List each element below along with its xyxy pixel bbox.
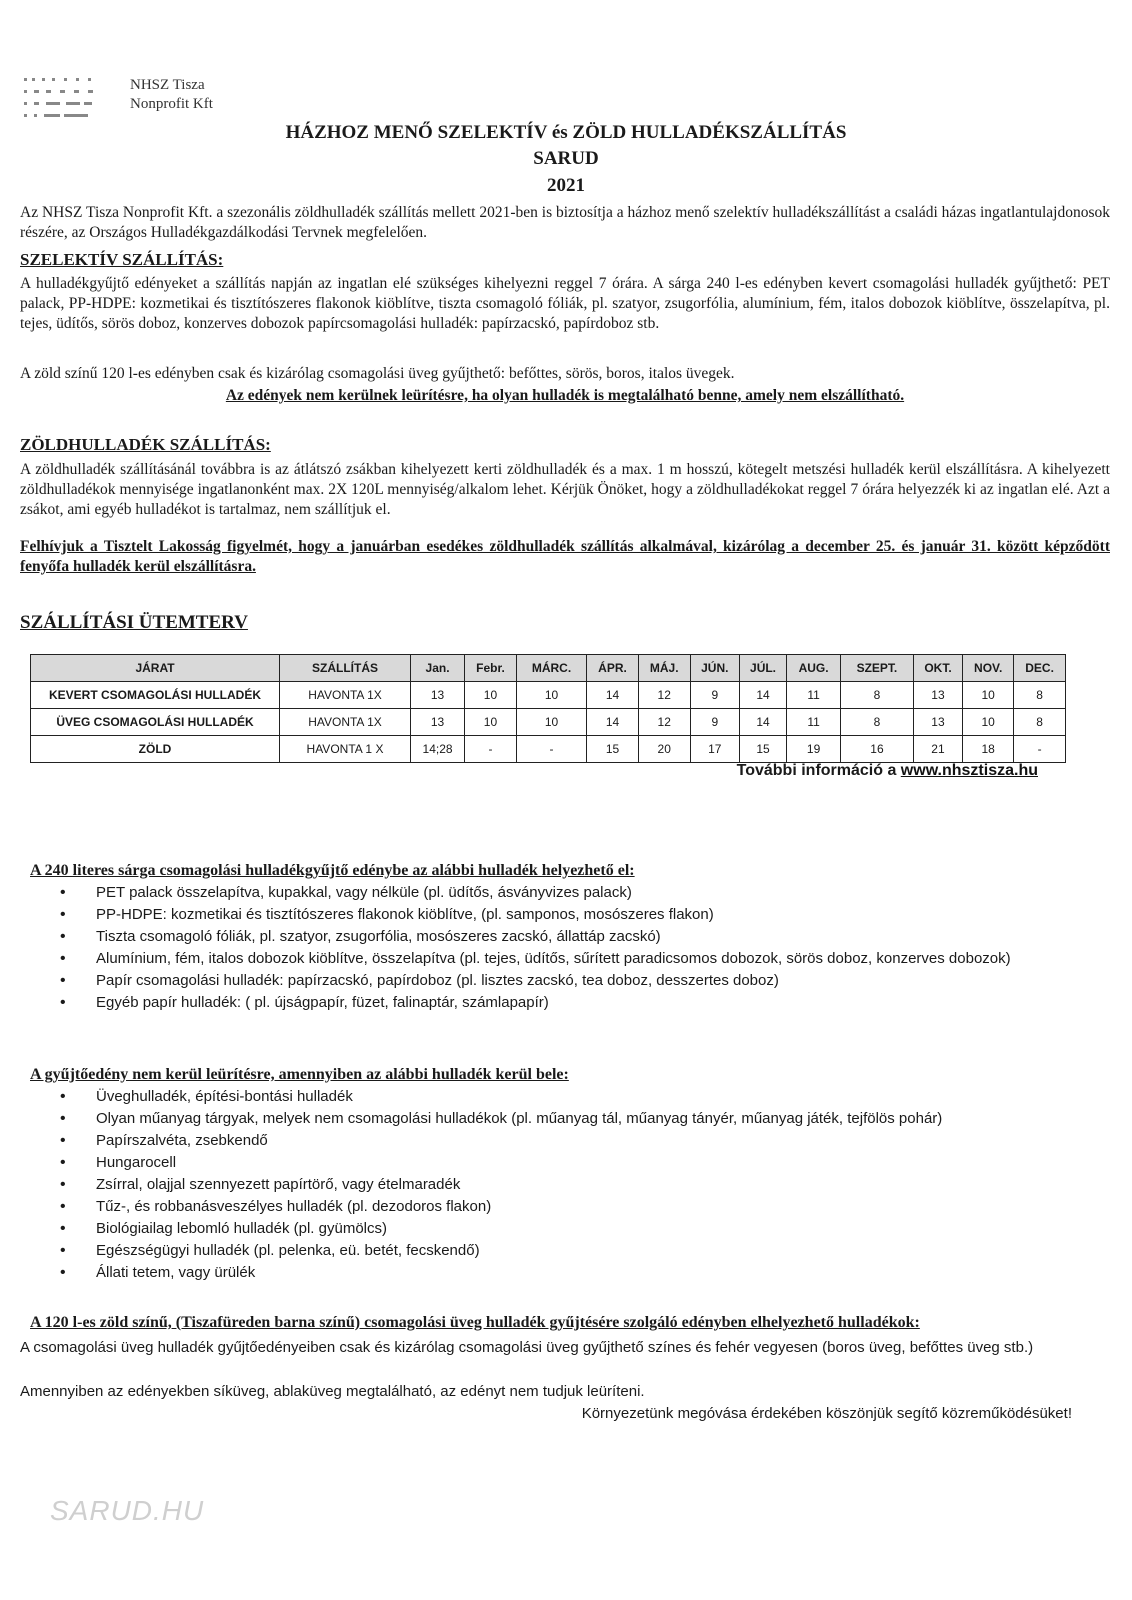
table-cell: -: [516, 736, 586, 763]
list-item: • Tiszta csomagoló fóliák, pl. szatyor, zsugorfólia, mosószeres zacskó, állattáp zacskó): [96, 926, 1090, 948]
document-title: HÁZHOZ MENŐ SZELEKTÍV és ZÖLD HULLADÉKSZÁLLÍTÁS: [285, 122, 847, 143]
organization-logo: [22, 76, 102, 124]
table-cell: ÜVEG CSOMAGOLÁSI HULLADÉK: [31, 709, 280, 736]
yellow-container-list: [30, 882, 1090, 1014]
table-cell: 8: [841, 709, 914, 736]
col-header-nov: NOV.: [963, 655, 1014, 682]
intro-paragraph: Az NHSZ Tisza Nonprofit Kft. a szezonális zöldhulladék szállítás mellett 2021-ben is biztosítja a házhoz menő szelektív hulladékszállítást a családi házas ingatlantulajdonosok részére, az Országos Hulladékgazdálkodási Tervnek megfelelően.: [20, 204, 1110, 241]
table-cell: 10: [516, 709, 586, 736]
table-cell: 18: [963, 736, 1014, 763]
list-item: • Egészségügyi hulladék (pl. pelenka, eü. betét, fecskendő): [96, 1240, 1090, 1262]
table-cell: HAVONTA 1X: [280, 709, 411, 736]
not-emptied-heading: A gyűjtőedény nem kerül leürítésre, amennyiben az alábbi hulladék kerül bele:: [30, 1066, 569, 1083]
thanks-note: Környezetünk megóvása érdekében köszönjük segítő közreműködésüket!: [581, 1405, 1072, 1422]
green-notice: Felhívjuk a Tisztelt Lakosság figyelmét, hogy a januárban esedékes zöldhulladék szállítás alkalmával, kizárólag a december 25. és január 31. között képződött fenyőfa hulladék kerül elszállításra.: [20, 538, 1110, 575]
selective-warning-wrap: [20, 386, 1110, 406]
table-cell: 13: [913, 709, 962, 736]
org-line-2: Nonprofit Kft: [130, 96, 213, 112]
table-cell: HAVONTA 1X: [280, 682, 411, 709]
table-row: [31, 682, 1066, 709]
list-item: • Biológiailag lebomló hulladék (pl. gyümölcs): [96, 1218, 1090, 1240]
table-cell: 17: [690, 736, 739, 763]
table-cell: 20: [638, 736, 690, 763]
glass-container-paragraph: A zöld színű 120 l-es edényben csak és kizárólag csomagolási üveg gyűjthető: befőttes, sörös, boros, italos üvegek.: [20, 365, 735, 382]
table-row: [31, 709, 1066, 736]
yellow-container-section: [30, 862, 1090, 1014]
table-row: [31, 736, 1066, 763]
schedule-table: [30, 654, 1066, 763]
table-cell: 10: [963, 682, 1014, 709]
more-info-prefix: További információ a: [736, 762, 901, 779]
list-item: • Olyan műanyag tárgyak, melyek nem csomagolási hulladékok (pl. műanyag tál, műanyag tányér, műanyag játék, tejfölös pohár): [96, 1108, 1090, 1130]
list-item: • Alumínium, fém, italos dobozok kiöblítve, összelapítva (pl. tejes, üdítős, sűrített paradicsomos dobozok, sörös doboz, konzerves dobozok): [96, 948, 1090, 970]
organization-name: [130, 76, 213, 114]
col-header-jul: JÚL.: [739, 655, 786, 682]
schedule-header-row: [31, 655, 1066, 682]
table-cell: 9: [690, 709, 739, 736]
green-paragraph: A zöldhulladék szállításánál továbbra is az átlátszó zsákban kihelyezett kerti zöldhulladék és a max. 1 m hosszú, kötegelt metszési hulladék kerül elszállításra. A kihelyezett zöldhulladékok mennyisége ingatlanonként max. 2X 120L mennyiség/alkalom lehet. Kérjük Önöket, hogy a zöldhulladékokat reggel 7 órára helyezzék ki az ingatlan elé. Azt a zsákot, ami egyéb hulladékot is tartalmaz, nem szállítjuk el.: [20, 461, 1110, 518]
yellow-container-heading: A 240 literes sárga csomagolási hulladékgyűjtő edénybe az alábbi hulladék helyezhető el:: [30, 862, 635, 879]
table-cell: 10: [465, 709, 517, 736]
col-header-feb: Febr.: [465, 655, 517, 682]
table-cell: 12: [638, 682, 690, 709]
col-header-sep: SZEPT.: [841, 655, 914, 682]
table-cell: -: [1014, 736, 1066, 763]
glass-heading: A 120 l-es zöld színű, (Tiszafüreden barna színű) csomagolási üveg hulladék gyűjtésére szolgáló edényben elhelyezhető hulladékok:: [30, 1314, 920, 1331]
list-item: • Papírszalvéta, zsebkendő: [96, 1130, 1090, 1152]
table-cell: 10: [516, 682, 586, 709]
table-cell: -: [465, 736, 517, 763]
col-header-frequency: SZÁLLÍTÁS: [280, 655, 411, 682]
table-cell: 10: [465, 682, 517, 709]
green-heading: ZÖLDHULLADÉK SZÁLLÍTÁS:: [20, 435, 271, 454]
col-header-mar: MÁRC.: [516, 655, 586, 682]
document-year: 2021: [547, 175, 585, 196]
list-item: • Hungarocell: [96, 1152, 1090, 1174]
table-cell: 14;28: [411, 736, 465, 763]
selective-warning: Az edények nem kerülnek leürítésre, ha olyan hulladék is megtalálható benne, amely nem elszállítható.: [225, 387, 905, 404]
table-cell: 14: [587, 709, 639, 736]
selective-paragraph: A hulladékgyűjtő edényeket a szállítás napján az ingatlan elé szükséges kihelyezni reggel 7 órára. A sárga 240 l-es edényben kevert csomagolási hulladék gyűjthető: PET palack, PP-HDPE: kozmetikai és tisztítószeres flakonok kiöblítve, tiszta csomagoló fóliák, pl. szatyor, zsugorfólia, alumínium, fém, italos dobozok kiöblítve, összelapítva, pl. tejes, üdítős, sörös doboz, konzerves dobozok papírcsomagolási hulladék: papírzacskó, papírdoboz stb.: [20, 275, 1110, 332]
table-cell: 12: [638, 709, 690, 736]
document-location: SARUD: [533, 148, 599, 169]
col-header-dec: DEC.: [1014, 655, 1066, 682]
glass-paragraph: A csomagolási üveg hulladék gyűjtőedényeiben csak és kizárólag csomagolási üveg gyűjthető színes és fehér vegyesen (boros üveg, befőttes üveg stb.): [20, 1339, 1034, 1356]
not-emptied-list: [30, 1086, 1090, 1284]
watermark: SARUD.HU: [50, 1495, 205, 1526]
table-cell: 14: [587, 682, 639, 709]
table-cell: 13: [411, 682, 465, 709]
list-item: • PP-HDPE: kozmetikai és tisztítószeres flakonok kiöblítve, (pl. samponos, mosószeres flakon): [96, 904, 1090, 926]
list-item: • Egyéb papír hulladék: ( pl. újságpapír, füzet, falinaptár, számlapapír): [96, 992, 1090, 1014]
table-cell: 15: [587, 736, 639, 763]
list-item: • PET palack összelapítva, kupakkal, vagy nélküle (pl. üdítős, ásványvizes palack): [96, 882, 1090, 904]
table-cell: 13: [913, 682, 962, 709]
table-cell: 8: [1014, 682, 1066, 709]
table-cell: 11: [787, 682, 841, 709]
table-cell: 14: [739, 682, 786, 709]
not-emptied-section: [30, 1066, 1090, 1284]
website-link[interactable]: www.nhsztisza.hu: [900, 762, 1038, 779]
glass-section: [30, 1314, 1090, 1334]
table-cell: 16: [841, 736, 914, 763]
table-cell: 10: [963, 709, 1014, 736]
table-cell: 15: [739, 736, 786, 763]
col-header-oct: OKT.: [913, 655, 962, 682]
col-header-apr: ÁPR.: [587, 655, 639, 682]
more-info: [737, 762, 1038, 780]
table-cell: HAVONTA 1 X: [280, 736, 411, 763]
col-header-jun: JÚN.: [690, 655, 739, 682]
schedule-heading: SZÁLLÍTÁSI ÜTEMTERV: [20, 612, 248, 633]
list-item: • Állati tetem, vagy ürülék: [96, 1262, 1090, 1284]
table-cell: 19: [787, 736, 841, 763]
col-header-may: MÁJ.: [638, 655, 690, 682]
table-cell: 8: [1014, 709, 1066, 736]
table-cell: 9: [690, 682, 739, 709]
col-header-jan: Jan.: [411, 655, 465, 682]
col-header-aug: AUG.: [787, 655, 841, 682]
table-cell: 21: [913, 736, 962, 763]
col-header-route: JÁRAT: [31, 655, 280, 682]
selective-heading: SZELEKTÍV SZÁLLÍTÁS:: [20, 250, 224, 269]
list-item: • Tűz-, és robbanásveszélyes hulladék (pl. dezodoros flakon): [96, 1196, 1090, 1218]
glass-emptying-note: Amennyiben az edényekben síküveg, ablaküveg megtalálható, az edényt nem tudjuk leüríteni.: [20, 1383, 645, 1400]
table-cell: 13: [411, 709, 465, 736]
list-item: • Üveghulladék, építési-bontási hulladék: [96, 1086, 1090, 1108]
list-item: • Papír csomagolási hulladék: papírzacskó, papírdoboz (pl. lisztes zacskó, tea doboz, desszertes doboz): [96, 970, 1090, 992]
table-cell: 8: [841, 682, 914, 709]
list-item: • Zsírral, olajjal szennyezett papírtörő, vagy ételmaradék: [96, 1174, 1090, 1196]
table-cell: KEVERT CSOMAGOLÁSI HULLADÉK: [31, 682, 280, 709]
table-cell: 14: [739, 709, 786, 736]
org-line-1: NHSZ Tisza: [130, 77, 205, 93]
table-cell: 11: [787, 709, 841, 736]
table-cell: ZÖLD: [31, 736, 280, 763]
